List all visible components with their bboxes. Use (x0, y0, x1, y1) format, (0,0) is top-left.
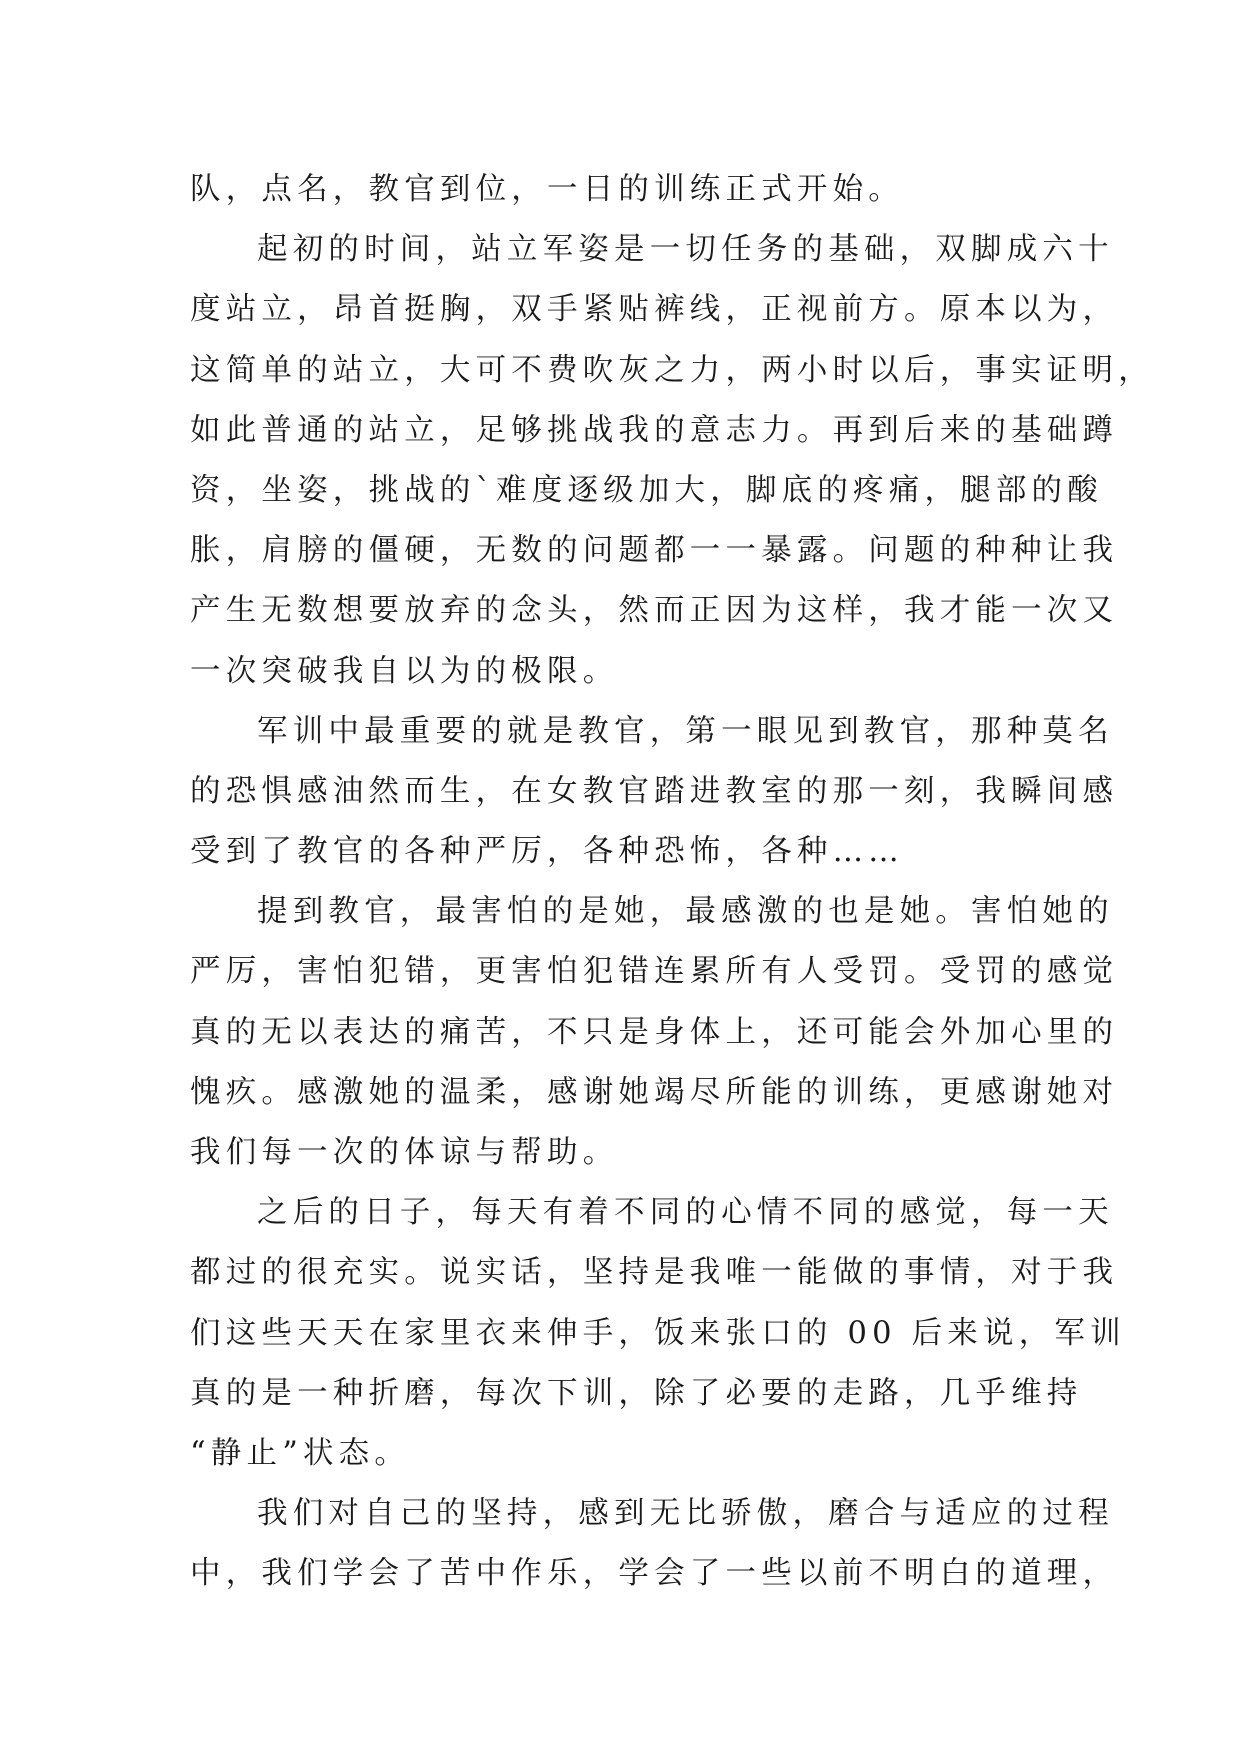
text-line: 如此普通的站立，足够挑战我的意志力。再到后来的基础蹲 (190, 412, 1119, 448)
document-body (190, 160, 1154, 1605)
paragraph-start-line: 之后的日子，每天有着不同的心情不同的感觉，每一天 (257, 1195, 1114, 1231)
text-line: 胀，肩膀的僵硬，无数的问题都一一暴露。问题的种种让我 (190, 533, 1119, 569)
text-line: 中，我们学会了苦中作乐，学会了一些以前不明白的道理， (190, 1556, 1119, 1592)
text-line: 这简单的站立，大可不费吹灰之力，两小时以后，事实证明， (190, 352, 1154, 388)
text-line: 都过的很充实。说实话，坚持是我唯一能做的事情，对于我 (190, 1255, 1119, 1291)
text-line: 度站立，昂首挺胸，双手紧贴裤线，正视前方。原本以为， (190, 292, 1119, 328)
text-line: 真的是一种折磨，每次下训，除了必要的走路，几乎维持 (190, 1375, 1083, 1411)
paragraph-start-line: 我们对自己的坚持，感到无比骄傲，磨合与适应的过程 (257, 1496, 1114, 1532)
paragraph-start-line: 提到教官，最害怕的是她，最感激的也是她。害怕她的 (257, 894, 1114, 930)
text-line: 受到了教官的各种严厉，各种恐怖，各种…… (190, 834, 904, 870)
text-line: 的恐惧感油然而生，在女教官踏进教室的那一刻，我瞬间感 (190, 773, 1119, 809)
text-line: 严厉，害怕犯错，更害怕犯错连累所有人受罚。受罚的感觉 (190, 954, 1119, 990)
text-line: 们这些天天在家里衣来伸手，饭来张口的 00 后来说，军训 (190, 1315, 1126, 1351)
text-line: 我们每一次的体谅与帮助。 (190, 1135, 619, 1170)
text-line: 一次突破我自以为的极限。 (190, 653, 619, 689)
paragraph-start-line: 军训中最重要的就是教官，第一眼见到教官，那种莫名 (257, 713, 1114, 749)
text-line: 队，点名，教官到位，一日的训练正式开始。 (190, 172, 904, 207)
text-line: 产生无数想要放弃的念头，然而正因为这样，我才能一次又 (190, 593, 1119, 629)
text-line: 资，坐姿，挑战的`难度逐级加大，脚底的疼痛，腿部的酸 (190, 472, 1103, 508)
text-line: 愧疚。感激她的温柔，感谢她竭尽所能的训练，更感谢她对 (190, 1074, 1119, 1110)
text-line: 真的无以表达的痛苦，不只是身体上，还可能会外加心里的 (190, 1014, 1119, 1050)
paragraph-start-line: 起初的时间，站立军姿是一切任务的基础，双脚成六十 (257, 232, 1114, 268)
text-line: “静止”状态。 (190, 1435, 411, 1471)
